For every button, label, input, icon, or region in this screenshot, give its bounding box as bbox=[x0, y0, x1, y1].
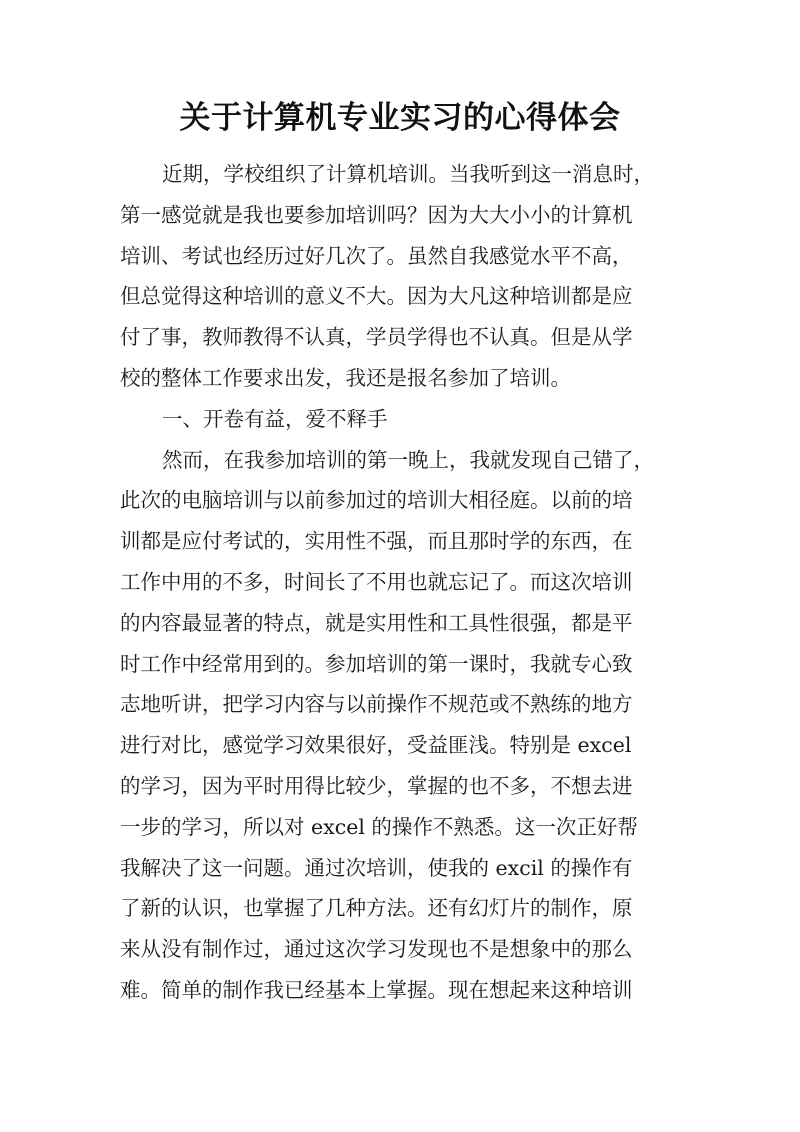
body-line: 志地听讲，把学习内容与以前操作不规范或不熟练的地方 bbox=[120, 692, 633, 717]
body-line: 第一感觉就是我也要参加培训吗？因为大大小小的计算机 bbox=[120, 202, 633, 227]
body-line: 此次的电脑培训与以前参加过的培训大相径庭。以前的培 bbox=[120, 488, 633, 513]
body-line: 时工作中经常用到的。参加培训的第一课时，我就专心致 bbox=[120, 651, 633, 676]
body-line: 的内容最显著的特点，就是实用性和工具性很强，都是平 bbox=[120, 610, 633, 635]
body-line: 难。简单的制作我已经基本上掌握。现在想起来这种培训 bbox=[120, 977, 633, 1002]
body-line: 校的整体工作要求出发，我还是报名参加了培训。 bbox=[120, 365, 571, 390]
body-line: 一步的学习，所以对 excel 的操作不熟悉。这一次正好帮 bbox=[120, 814, 638, 839]
body-line: 然而，在我参加培训的第一晚上，我就发现自己错了， bbox=[162, 447, 654, 472]
body-line: 工作中用的不多，时间长了不用也就忘记了。而这次培训 bbox=[120, 569, 633, 594]
body-line: 训都是应付考试的，实用性不强，而且那时学的东西，在 bbox=[120, 529, 633, 554]
body-line: 我解决了这一问题。通过次培训，使我的 excil 的操作有 bbox=[120, 855, 633, 880]
body-line: 一、开卷有益，爱不释手 bbox=[162, 406, 388, 431]
body-line: 的学习，因为平时用得比较少，掌握的也不多，不想去进 bbox=[120, 773, 633, 798]
body-line: 付了事，教师教得不认真，学员学得也不认真。但是从学 bbox=[120, 325, 633, 350]
body-line: 近期，学校组织了计算机培训。当我听到这一消息时， bbox=[162, 162, 654, 186]
body-line: 培训、考试也经历过好几次了。虽然自我感觉水平不高， bbox=[120, 243, 633, 268]
body-line: 进行对比，感觉学习效果很好，受益匪浅。特别是 excel bbox=[120, 733, 632, 758]
body-line: 了新的认识，也掌握了几种方法。还有幻灯片的制作，原 bbox=[120, 896, 633, 921]
document-body bbox=[120, 154, 665, 1011]
body-line: 但总觉得这种培训的意义不大。因为大凡这种培训都是应 bbox=[120, 284, 633, 309]
body-line: 来从没有制作过，通过这次学习发现也不是想象中的那么 bbox=[120, 937, 633, 962]
document-title: 关于计算机专业实习的心得体会 bbox=[179, 100, 621, 136]
